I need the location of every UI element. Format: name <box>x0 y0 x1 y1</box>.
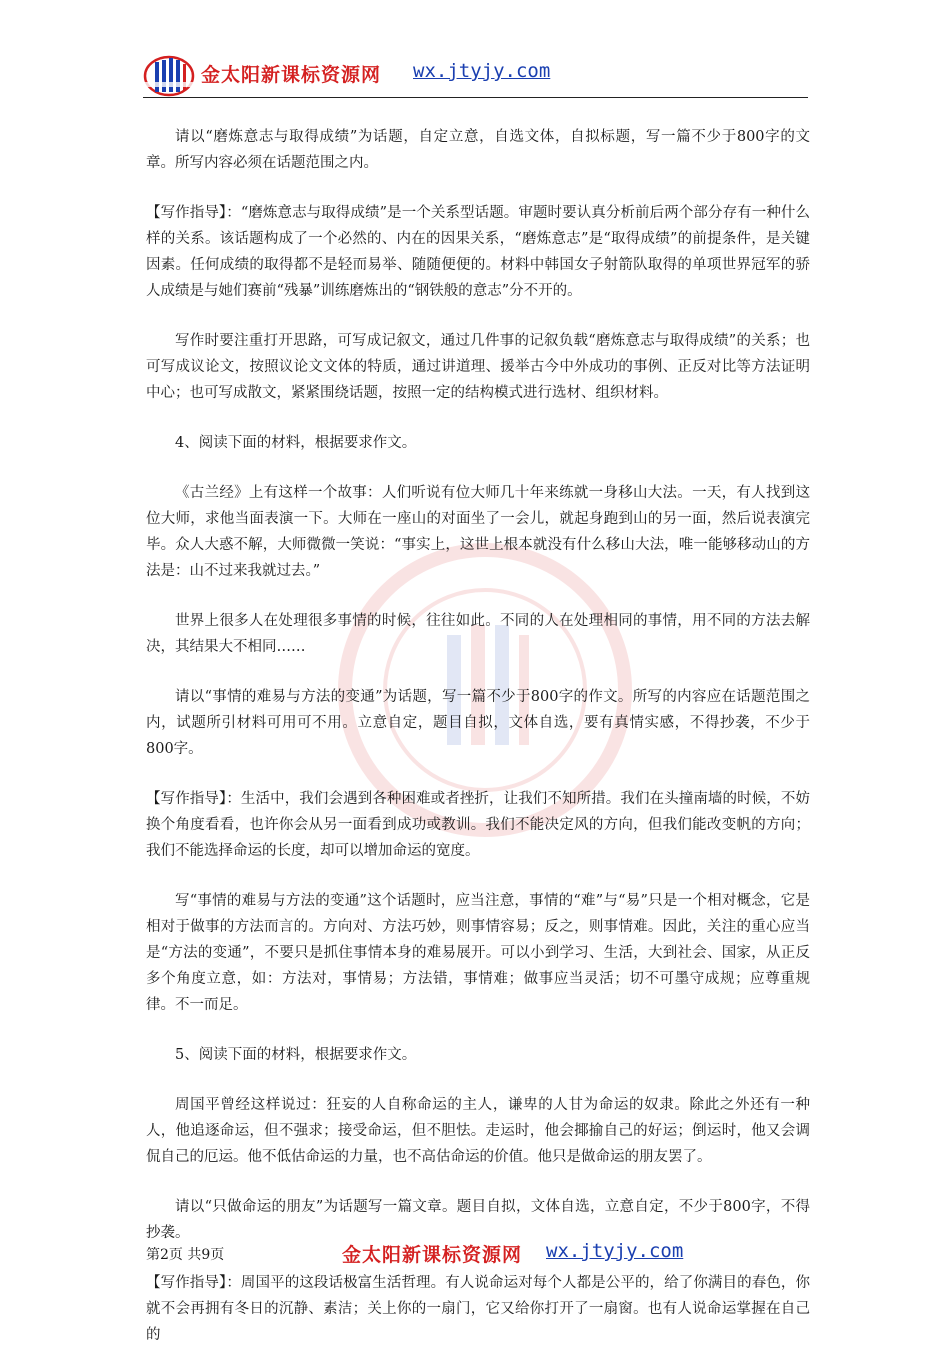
paragraph: 请以“磨炼意志与取得成绩”为话题，自定立意，自选文体，自拟标题，写一篇不少于800字的文章。所写内容必须在话题范围之内。 <box>146 129 810 171</box>
question-heading: 4、阅读下面的材料，根据要求作文。 <box>175 435 417 451</box>
footer-brand: 金太阳新课标资源网 <box>342 1244 523 1266</box>
header-url-link[interactable]: wx.jtyjy.com <box>413 60 551 82</box>
paragraph: 【写作指导】：“磨炼意志与取得成绩”是一个关系型话题。审题时要认真分析前后两个部分存有一种什么样的关系。该话题构成了一个必然的、内在的因果关系，“磨炼意志”是“取得成绩”的前提条件，是关键因素。任何成绩的取得都不是轻而易举、随随便便的。材料中韩国女子射箭队取得的单项世界冠军的骄人成绩是与她们赛前“残暴”训练磨炼出的“钢铁般的意志”分不开的。 <box>146 205 810 299</box>
paragraph: 周国平曾经这样说过：狂妄的人自称命运的主人，谦卑的人甘为命运的奴隶。除此之外还有一种人，他追逐命运，但不强求；接受命运，但不胆怯。走运时，他会揶揄自己的好运；倒运时，他又会调侃自己的厄运。他不低估命运的力量，也不高估命运的价值。他只是做命运的朋友罢了。 <box>146 1097 810 1165</box>
page-number: 第2页 共9页 <box>146 1247 225 1263</box>
footer-url-link[interactable]: wx.jtyjy.com <box>546 1240 684 1262</box>
jty-logo-icon <box>143 54 195 98</box>
paragraph: 【写作指导】：生活中，我们会遇到各种困难或者挫折，让我们不知所措。我们在头撞南墙的时候，不妨换个角度看看，也许你会从另一面看到成功或教训。我们不能决定风的方向，但我们能改变帆的方向；我们不能选择命运的长度，却可以增加命运的宽度。 <box>146 791 810 859</box>
page-footer <box>146 1238 810 1268</box>
paragraph: 写“事情的难易与方法的变通”这个话题时，应当注意，事情的“难”与“易”只是一个相对概念，它是相对于做事的方法而言的。方向对、方法巧妙，则事情容易；反之，则事情难。因此，关注的重心应当是“方法的变通”，不要只是抓住事情本身的难易展开。可以小到学习、生活，大到社会、国家，从正反多个角度立意，如：方法对，事情易；方法错，事情难；做事应当灵活；切不可墨守成规；应尊重规律。不一而足。 <box>146 893 810 1013</box>
paragraph: 请以“只做命运的朋友”为话题写一篇文章。题目自拟，文体自选，立意自定，不少于800字，不得抄袭。 <box>146 1199 810 1241</box>
question-heading: 5、阅读下面的材料，根据要求作文。 <box>175 1047 417 1063</box>
article-body <box>146 124 810 1372</box>
paragraph: 写作时要注重打开思路，可写成记叙文，通过几件事的记叙负载“磨炼意志与取得成绩”的关系；也可写成议论文，按照议论文文体的特质，通过讲道理、援举古今中外成功的事例、正反对比等方法证明中心；也可写成散文，紧紧围绕话题，按照一定的结构模式进行选材、组织材料。 <box>146 333 810 401</box>
header-brand: 金太阳新课标资源网 <box>201 64 382 86</box>
page-header <box>143 50 808 100</box>
paragraph: 【写作指导】：周国平的这段话极富生活哲理。有人说命运对每个人都是公平的，给了你满目的春色，你就不会再拥有冬日的沉静、素洁；关上你的一扇门，它又给你打开了一扇窗。也有人说命运掌握在自己的 <box>146 1275 810 1343</box>
paragraph: 《古兰经》上有这样一个故事：人们听说有位大师几十年来练就一身移山大法。一天，有人找到这位大师，求他当面表演一下。大师在一座山的对面坐了一会儿，就起身跑到山的另一面，然后说表演完毕。众人大惑不解，大师微微一笑说：“事实上，这世上根本就没有什么移山大法，唯一能够移动山的方法是：山不过来我就过去。” <box>146 485 810 579</box>
paragraph: 世界上很多人在处理很多事情的时候，往往如此。不同的人在处理相同的事情，用不同的方法去解决，其结果大不相同…… <box>146 613 810 655</box>
paragraph: 请以“事情的难易与方法的变通”为话题，写一篇不少于800字的作文。所写的内容应在话题范围之内，试题所引材料可用可不用。立意自定，题目自拟，文体自选，要有真情实感，不得抄袭，不少于800字。 <box>146 689 810 757</box>
header-divider <box>143 97 808 98</box>
